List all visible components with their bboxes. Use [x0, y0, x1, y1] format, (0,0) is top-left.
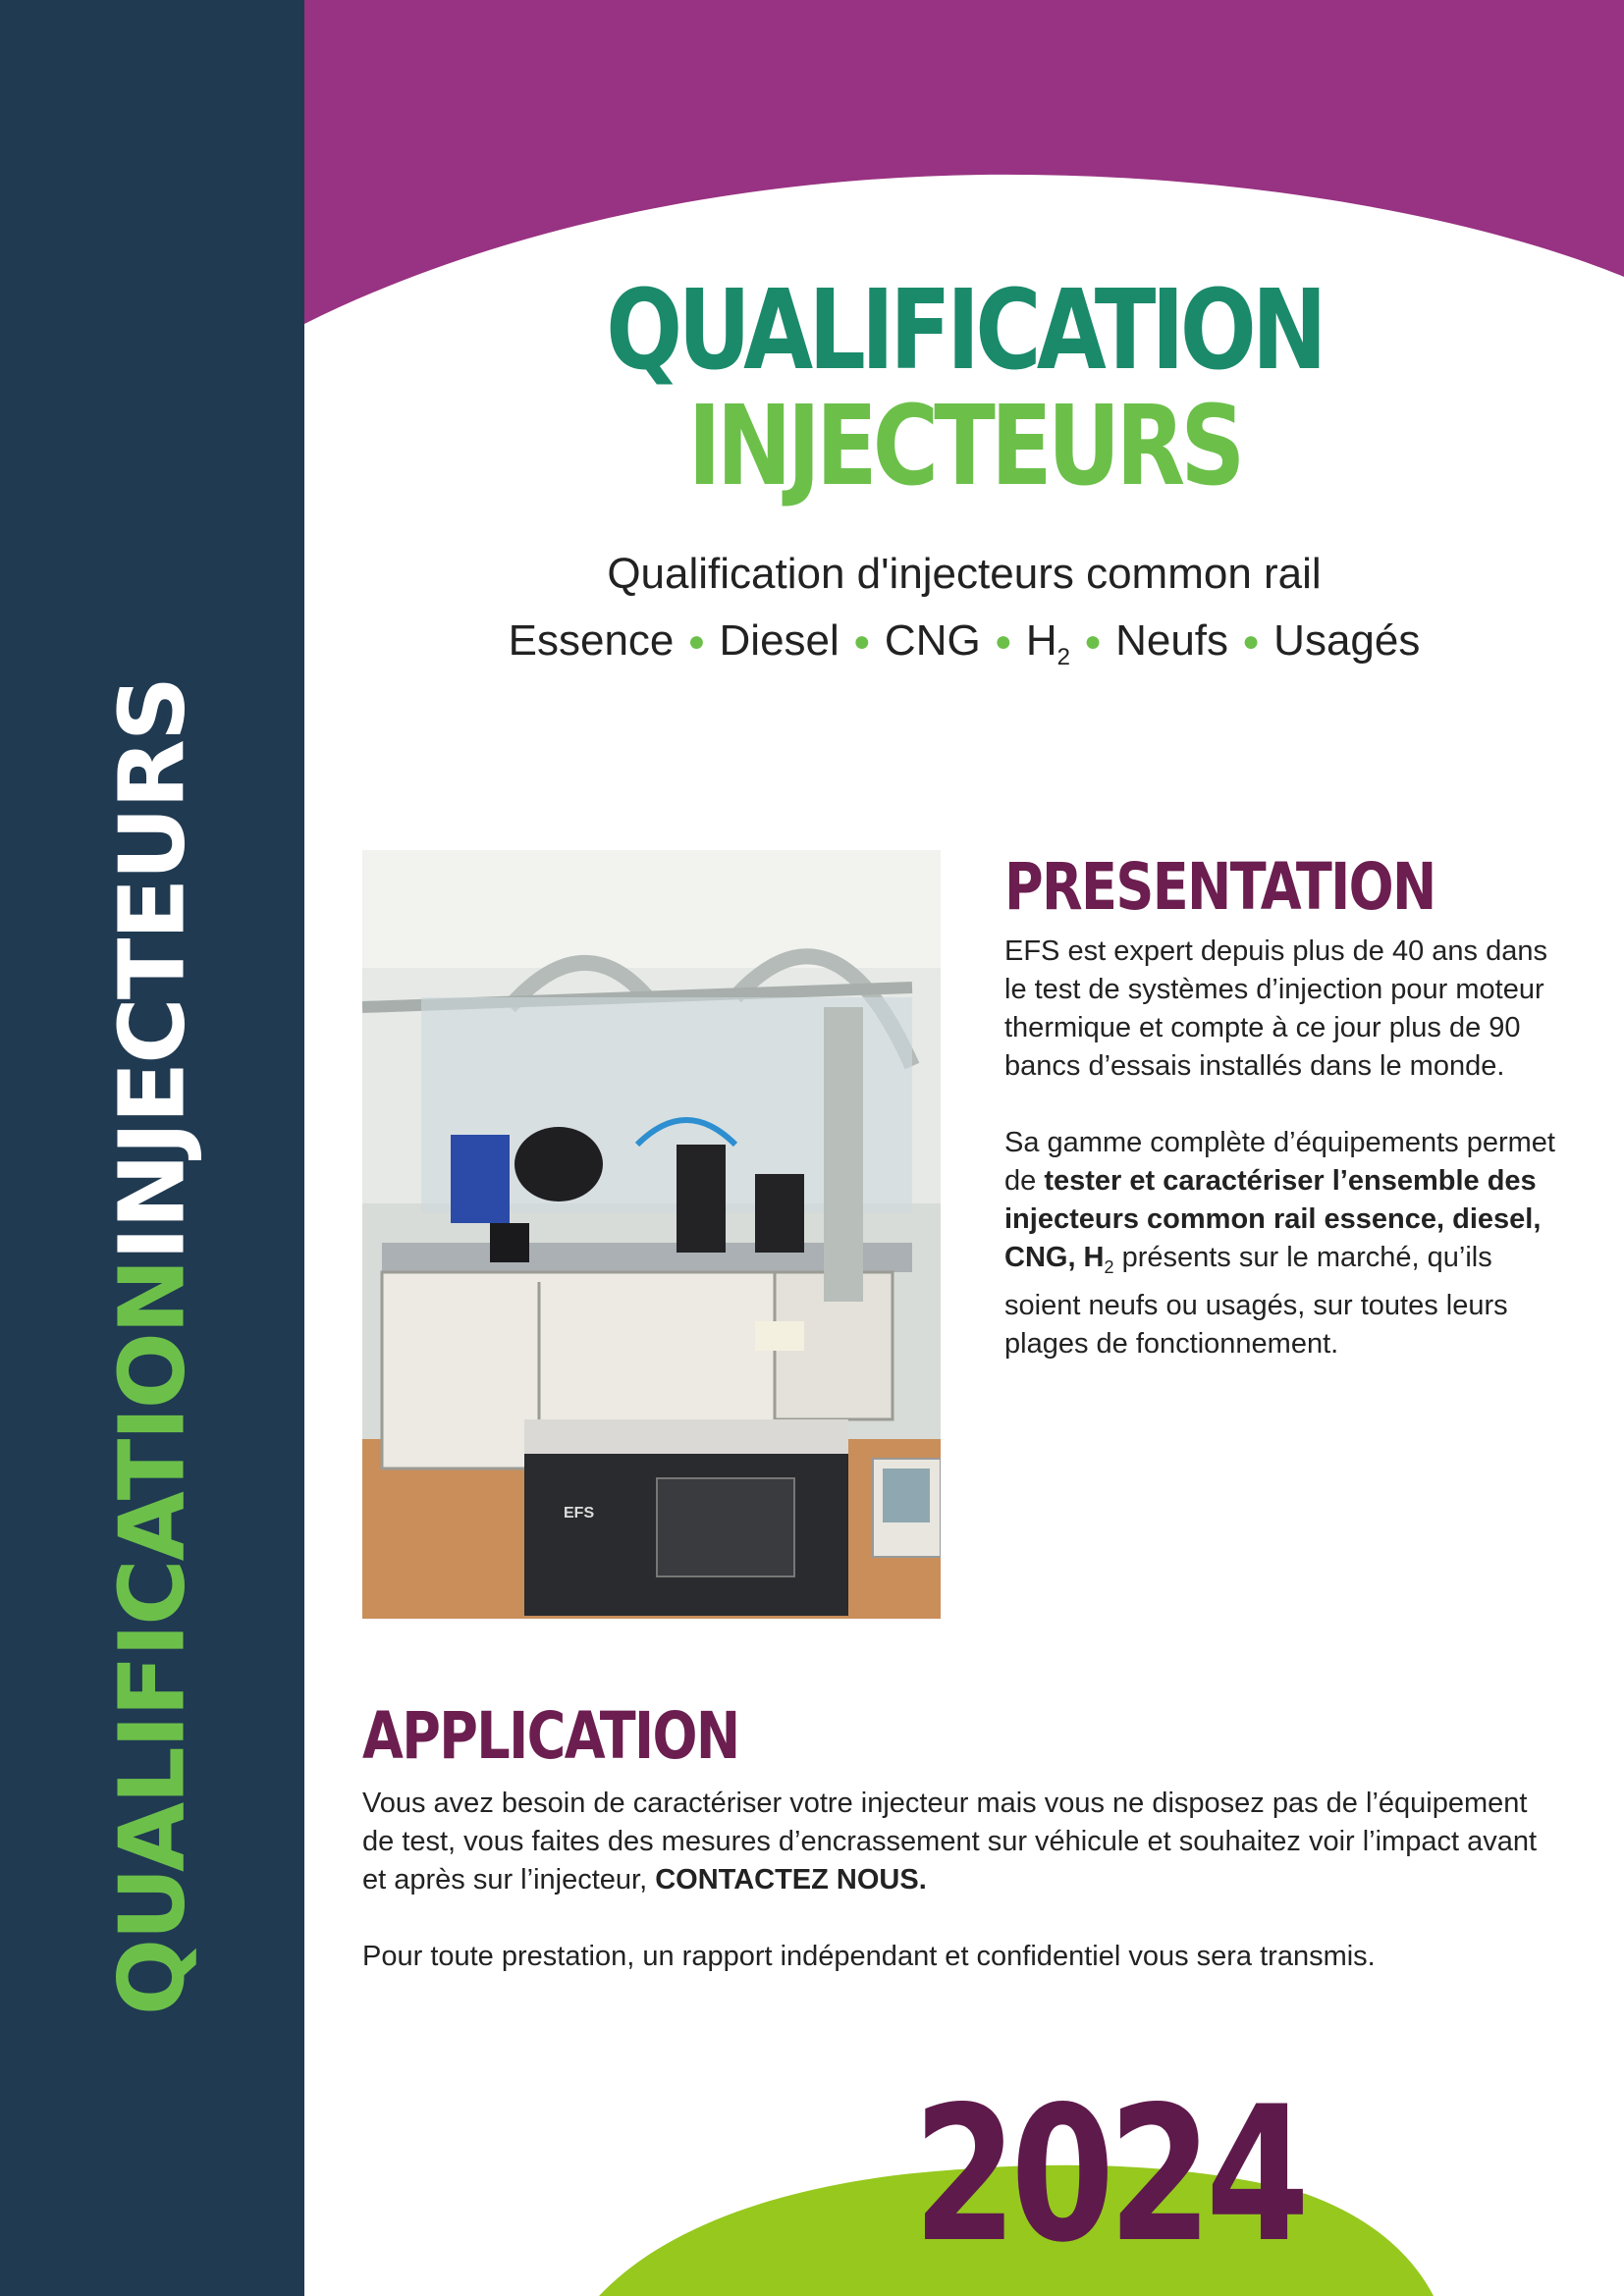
tag-h2-subscript: 2	[1056, 643, 1070, 670]
tag-diesel: Diesel	[719, 616, 839, 665]
bullet-icon: ●	[1242, 625, 1261, 658]
vertical-title	[100, 678, 205, 2015]
subtitle: Qualification d'injecteurs common rail	[607, 550, 1322, 598]
application-para1-bold: CONTACTEZ NOUS.	[655, 1864, 927, 1896]
bullet-icon: ●	[852, 625, 871, 658]
tag-neufs: Neufs	[1115, 616, 1229, 665]
fuel-tags	[304, 616, 1624, 671]
vertical-title-green: QUALIFICATION	[99, 1260, 205, 2016]
bullet-icon: ●	[1083, 625, 1103, 658]
tag-essence: Essence	[508, 616, 675, 665]
application-para1: Vous avez besoin de caractériser votre injecteur mais vous ne disposez pas de l’équipement de test, vous faites des mesures d’encrassement sur véhicule et souhaitez voir l’impact avant et après sur l’injecteur, CONTACTEZ NOUS.	[362, 1788, 1538, 1896]
tag-usages: Usagés	[1273, 616, 1421, 665]
presentation-text	[1004, 933, 1569, 1402]
application-text	[362, 1785, 1541, 2014]
bullet-icon: ●	[994, 625, 1012, 658]
presentation-heading: PRESENTATION	[1004, 849, 1435, 925]
tag-cng: CNG	[884, 616, 981, 665]
application-heading: APPLICATION	[362, 1698, 739, 1774]
presentation-para2: Sa gamme complète d’équipements permet de tester et caractériser l’ensemble des injecteurs common rail essence, diesel, CNG, $H_2$ présents sur le marché, qu’ils soient neufs ou usagés, sur toutes leurs plages de fonctionnement.	[1004, 1127, 1555, 1360]
bullet-icon: ●	[687, 625, 706, 658]
sidebar	[0, 0, 304, 2296]
main-title-line1: QUALIFICATION	[606, 267, 1323, 395]
tag-h2: H	[1025, 616, 1057, 665]
application-para2: Pour toute prestation, un rapport indépendant et confidentiel vous sera transmis.	[362, 1941, 1376, 1972]
year: 2024	[913, 2066, 1304, 2283]
photo-brand-label: EFS	[564, 1505, 595, 1522]
presentation-para1: EFS est expert depuis plus de 40 ans dans le test de systèmes d’injection pour moteur thermique et compte à ce jour plus de 90 bancs d’essais installés dans le monde.	[1004, 935, 1547, 1082]
presentation-para2-bold: tester et caractériser l’ensemble des injecteurs common rail essence, diesel, CNG, H	[1004, 1165, 1542, 1273]
vertical-title-white: INJECTEURS	[99, 677, 205, 1261]
main-title-line2: INJECTEURS	[687, 383, 1241, 510]
test-bench-photo	[362, 850, 941, 1619]
